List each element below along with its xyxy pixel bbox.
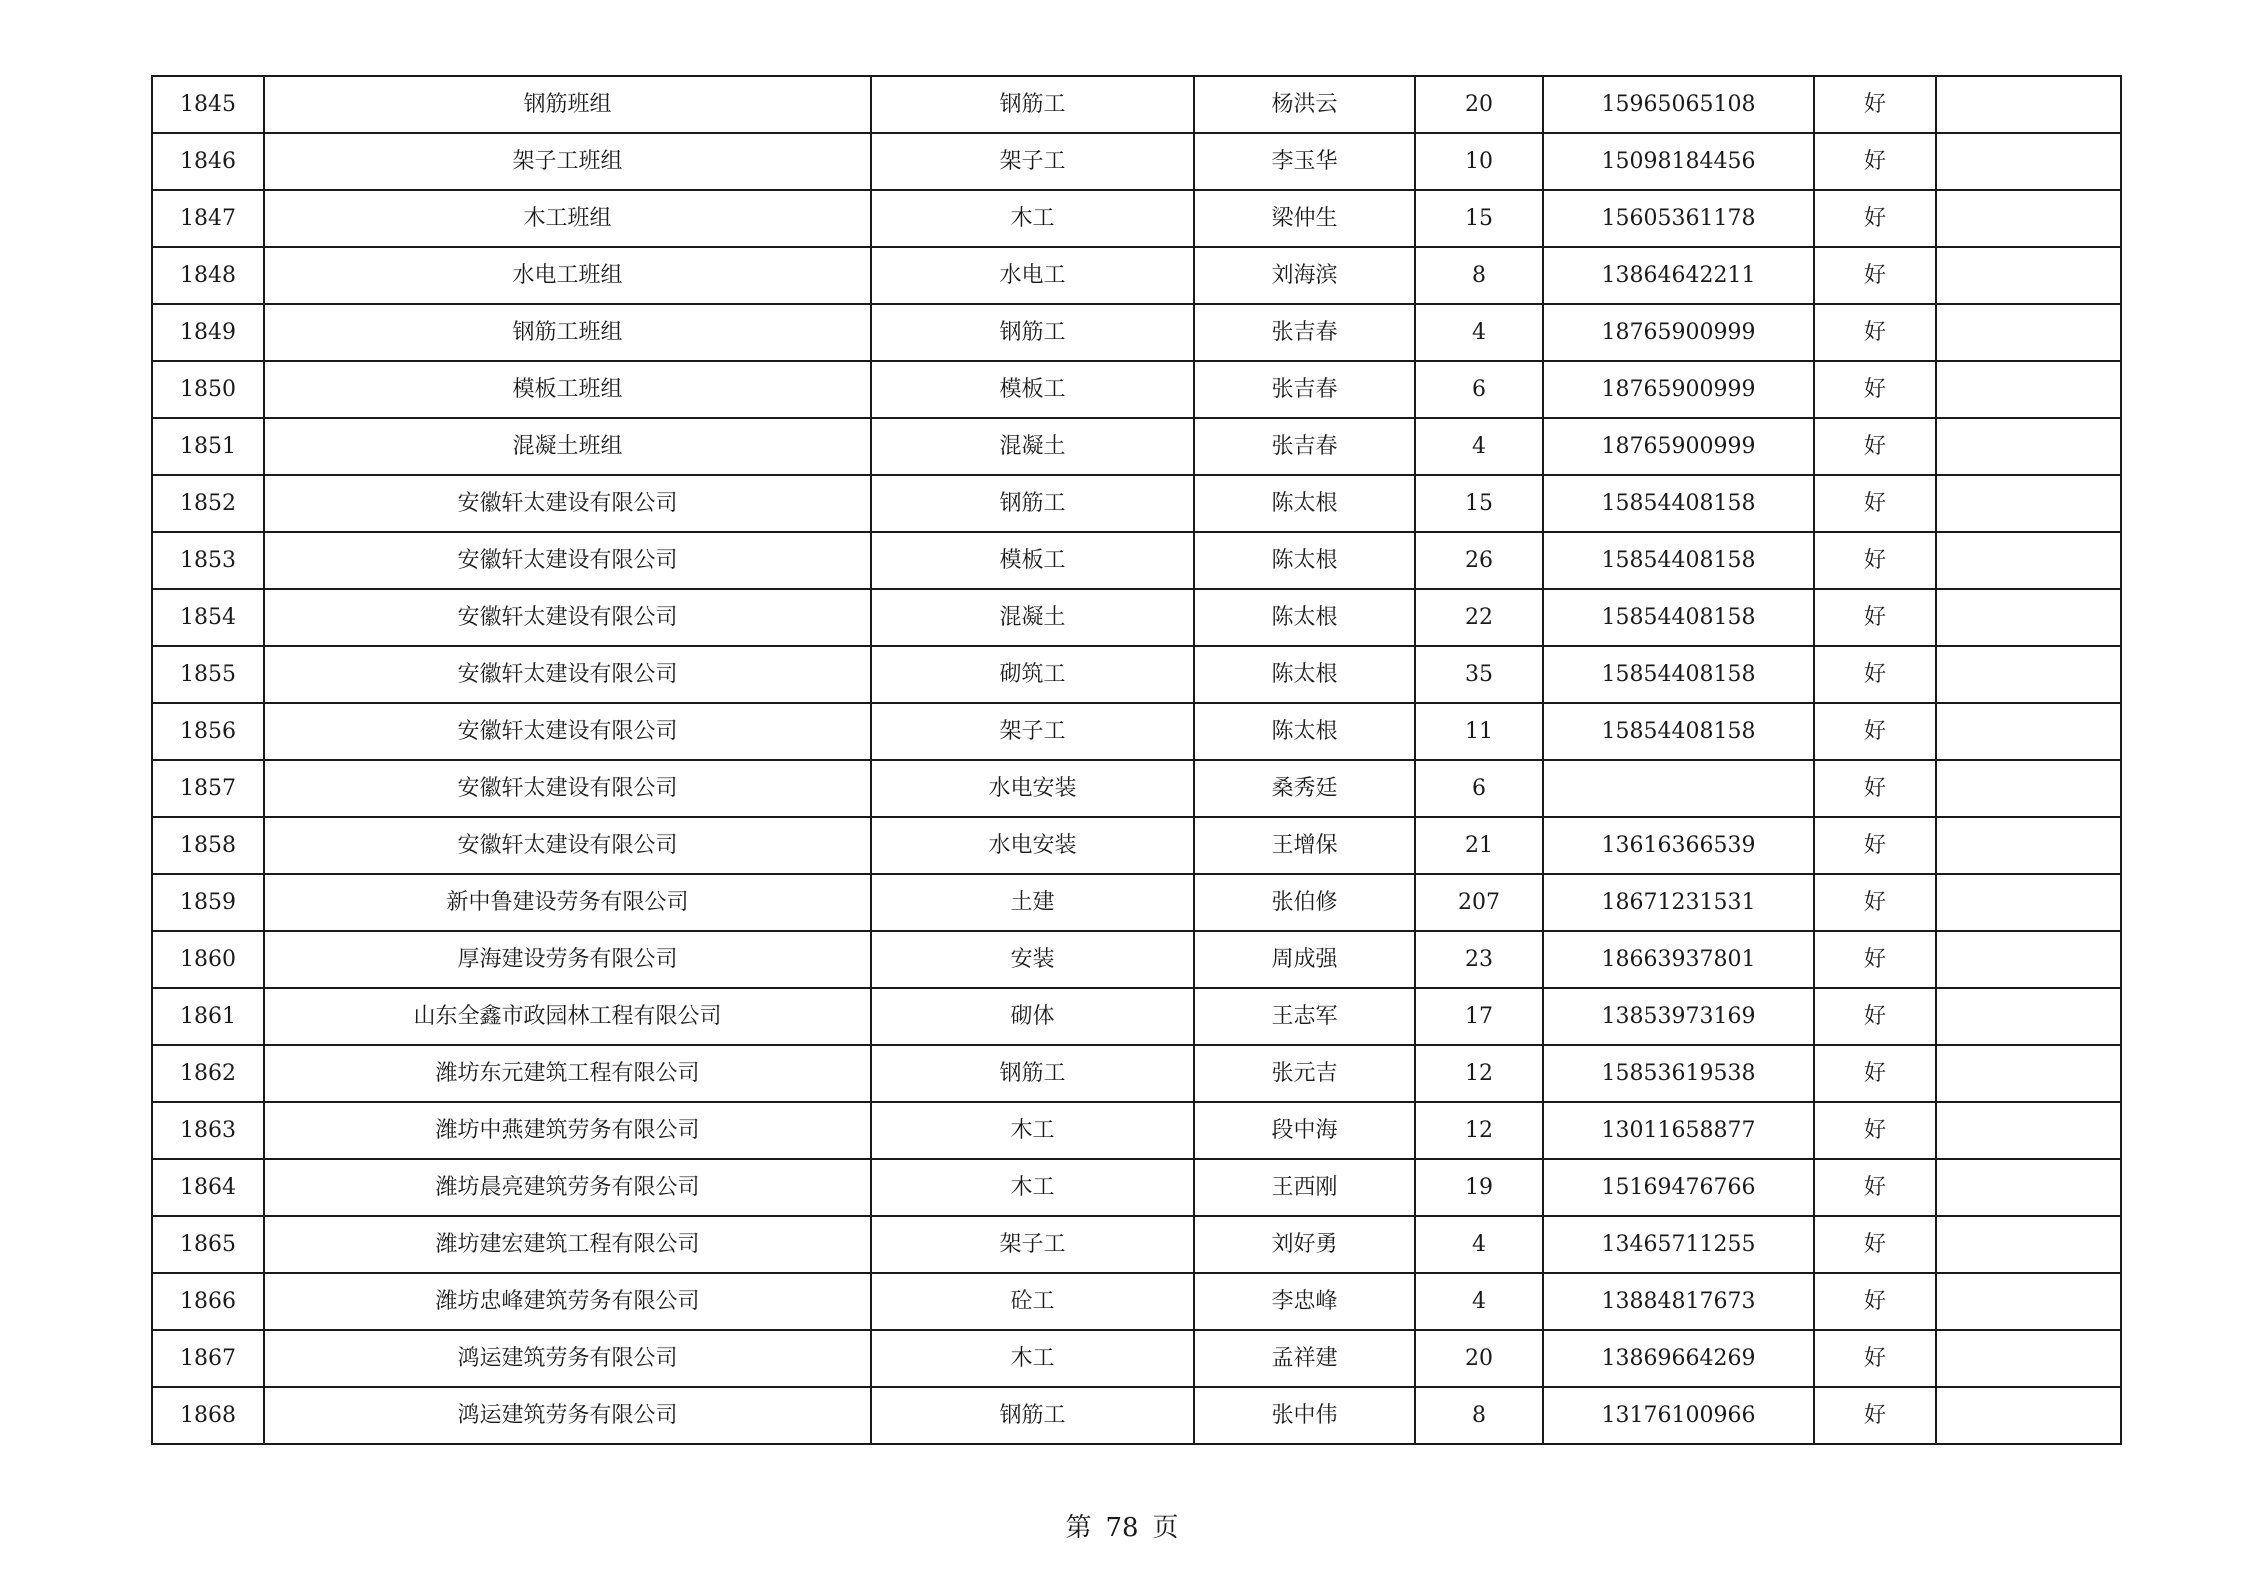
cell-trade: 水电安装	[871, 817, 1194, 874]
cell-team-leader: 陈太根	[1194, 703, 1415, 760]
cell-headcount: 23	[1415, 931, 1543, 988]
table-row	[152, 1273, 2121, 1330]
cell-serial-number: 1865	[152, 1216, 264, 1273]
cell-trade: 木工	[871, 1330, 1194, 1387]
cell-rating: 好	[1814, 988, 1936, 1045]
table-row	[152, 1387, 2121, 1444]
cell-serial-number: 1846	[152, 133, 264, 190]
table-row	[152, 589, 2121, 646]
cell-rating: 好	[1814, 247, 1936, 304]
cell-headcount: 20	[1415, 1330, 1543, 1387]
table-row	[152, 418, 2121, 475]
cell-serial-number: 1845	[152, 76, 264, 133]
cell-trade: 砌筑工	[871, 646, 1194, 703]
table-row	[152, 1330, 2121, 1387]
cell-trade: 木工	[871, 190, 1194, 247]
cell-team-leader: 陈太根	[1194, 646, 1415, 703]
cell-phone: 13884817673	[1543, 1273, 1814, 1330]
cell-serial-number: 1847	[152, 190, 264, 247]
cell-trade: 混凝土	[871, 418, 1194, 475]
cell-trade: 钢筋工	[871, 76, 1194, 133]
cell-phone: 15854408158	[1543, 475, 1814, 532]
cell-rating: 好	[1814, 931, 1936, 988]
cell-organization: 鸿运建筑劳务有限公司	[264, 1330, 871, 1387]
table-row	[152, 931, 2121, 988]
cell-note	[1936, 418, 2121, 475]
cell-rating: 好	[1814, 703, 1936, 760]
table-row	[152, 988, 2121, 1045]
cell-note	[1936, 646, 2121, 703]
cell-serial-number: 1856	[152, 703, 264, 760]
cell-organization: 安徽轩太建设有限公司	[264, 532, 871, 589]
cell-serial-number: 1863	[152, 1102, 264, 1159]
cell-rating: 好	[1814, 76, 1936, 133]
cell-note	[1936, 76, 2121, 133]
cell-serial-number: 1859	[152, 874, 264, 931]
cell-team-leader: 陈太根	[1194, 589, 1415, 646]
cell-trade: 架子工	[871, 703, 1194, 760]
cell-phone: 15098184456	[1543, 133, 1814, 190]
cell-organization: 潍坊中燕建筑劳务有限公司	[264, 1102, 871, 1159]
table-row	[152, 817, 2121, 874]
cell-rating: 好	[1814, 532, 1936, 589]
cell-note	[1936, 1045, 2121, 1102]
cell-phone: 13853973169	[1543, 988, 1814, 1045]
cell-team-leader: 王西刚	[1194, 1159, 1415, 1216]
cell-trade: 钢筋工	[871, 1387, 1194, 1444]
cell-phone: 15854408158	[1543, 589, 1814, 646]
cell-note	[1936, 1330, 2121, 1387]
cell-trade: 木工	[871, 1159, 1194, 1216]
cell-note	[1936, 190, 2121, 247]
cell-phone: 18765900999	[1543, 361, 1814, 418]
cell-headcount: 15	[1415, 190, 1543, 247]
cell-team-leader: 张吉春	[1194, 418, 1415, 475]
cell-serial-number: 1848	[152, 247, 264, 304]
cell-note	[1936, 988, 2121, 1045]
cell-serial-number: 1853	[152, 532, 264, 589]
cell-team-leader: 桑秀廷	[1194, 760, 1415, 817]
cell-rating: 好	[1814, 589, 1936, 646]
cell-headcount: 4	[1415, 418, 1543, 475]
cell-phone: 13176100966	[1543, 1387, 1814, 1444]
cell-team-leader: 段中海	[1194, 1102, 1415, 1159]
cell-team-leader: 杨洪云	[1194, 76, 1415, 133]
cell-organization: 安徽轩太建设有限公司	[264, 703, 871, 760]
cell-trade: 砌体	[871, 988, 1194, 1045]
cell-phone: 18671231531	[1543, 874, 1814, 931]
cell-phone: 15854408158	[1543, 646, 1814, 703]
cell-serial-number: 1855	[152, 646, 264, 703]
cell-trade: 钢筋工	[871, 304, 1194, 361]
cell-headcount: 11	[1415, 703, 1543, 760]
cell-trade: 模板工	[871, 532, 1194, 589]
cell-serial-number: 1852	[152, 475, 264, 532]
cell-headcount: 15	[1415, 475, 1543, 532]
cell-team-leader: 李忠峰	[1194, 1273, 1415, 1330]
cell-rating: 好	[1814, 190, 1936, 247]
cell-headcount: 8	[1415, 1387, 1543, 1444]
cell-note	[1936, 589, 2121, 646]
cell-headcount: 10	[1415, 133, 1543, 190]
cell-serial-number: 1867	[152, 1330, 264, 1387]
cell-trade: 模板工	[871, 361, 1194, 418]
cell-headcount: 4	[1415, 304, 1543, 361]
table-row	[152, 247, 2121, 304]
team-roster-table	[151, 75, 2122, 1445]
cell-organization: 鸿运建筑劳务有限公司	[264, 1387, 871, 1444]
cell-rating: 好	[1814, 304, 1936, 361]
cell-organization: 架子工班组	[264, 133, 871, 190]
cell-team-leader: 王志军	[1194, 988, 1415, 1045]
cell-organization: 安徽轩太建设有限公司	[264, 475, 871, 532]
cell-note	[1936, 1387, 2121, 1444]
cell-rating: 好	[1814, 418, 1936, 475]
cell-rating: 好	[1814, 133, 1936, 190]
cell-phone: 15854408158	[1543, 703, 1814, 760]
cell-serial-number: 1850	[152, 361, 264, 418]
cell-organization: 山东全鑫市政园林工程有限公司	[264, 988, 871, 1045]
cell-headcount: 8	[1415, 247, 1543, 304]
cell-phone: 15965065108	[1543, 76, 1814, 133]
cell-team-leader: 陈太根	[1194, 532, 1415, 589]
cell-rating: 好	[1814, 1102, 1936, 1159]
cell-note	[1936, 1216, 2121, 1273]
cell-rating: 好	[1814, 760, 1936, 817]
cell-serial-number: 1861	[152, 988, 264, 1045]
table-row	[152, 703, 2121, 760]
cell-rating: 好	[1814, 1045, 1936, 1102]
cell-note	[1936, 703, 2121, 760]
table-row	[152, 760, 2121, 817]
table-row	[152, 361, 2121, 418]
cell-team-leader: 孟祥建	[1194, 1330, 1415, 1387]
table-row	[152, 532, 2121, 589]
table-row	[152, 133, 2121, 190]
page-suffix: 页	[1152, 1513, 1179, 1543]
cell-trade: 钢筋工	[871, 475, 1194, 532]
cell-rating: 好	[1814, 361, 1936, 418]
cell-trade: 水电工	[871, 247, 1194, 304]
cell-note	[1936, 760, 2121, 817]
cell-phone: 13616366539	[1543, 817, 1814, 874]
cell-headcount: 20	[1415, 76, 1543, 133]
cell-phone: 15853619538	[1543, 1045, 1814, 1102]
cell-organization: 钢筋班组	[264, 76, 871, 133]
cell-note	[1936, 1159, 2121, 1216]
cell-headcount: 6	[1415, 361, 1543, 418]
cell-headcount: 207	[1415, 874, 1543, 931]
cell-rating: 好	[1814, 1330, 1936, 1387]
cell-organization: 水电工班组	[264, 247, 871, 304]
cell-headcount: 19	[1415, 1159, 1543, 1216]
cell-serial-number: 1851	[152, 418, 264, 475]
cell-headcount: 22	[1415, 589, 1543, 646]
cell-trade: 钢筋工	[871, 1045, 1194, 1102]
cell-team-leader: 刘海滨	[1194, 247, 1415, 304]
cell-serial-number: 1864	[152, 1159, 264, 1216]
cell-headcount: 26	[1415, 532, 1543, 589]
cell-note	[1936, 1273, 2121, 1330]
cell-phone: 15605361178	[1543, 190, 1814, 247]
cell-organization: 新中鲁建设劳务有限公司	[264, 874, 871, 931]
cell-serial-number: 1857	[152, 760, 264, 817]
cell-headcount: 21	[1415, 817, 1543, 874]
table-row	[152, 475, 2121, 532]
table-row	[152, 874, 2121, 931]
cell-note	[1936, 817, 2121, 874]
cell-headcount: 12	[1415, 1045, 1543, 1102]
cell-serial-number: 1849	[152, 304, 264, 361]
table-row	[152, 1045, 2121, 1102]
cell-serial-number: 1868	[152, 1387, 264, 1444]
cell-team-leader: 张吉春	[1194, 361, 1415, 418]
cell-phone: 15854408158	[1543, 532, 1814, 589]
cell-organization: 厚海建设劳务有限公司	[264, 931, 871, 988]
page-number: 78	[1105, 1513, 1139, 1543]
cell-phone: 13869664269	[1543, 1330, 1814, 1387]
cell-rating: 好	[1814, 1216, 1936, 1273]
cell-serial-number: 1854	[152, 589, 264, 646]
cell-phone: 18663937801	[1543, 931, 1814, 988]
cell-phone	[1543, 760, 1814, 817]
cell-team-leader: 张吉春	[1194, 304, 1415, 361]
table-body	[152, 76, 2121, 1444]
cell-trade: 架子工	[871, 1216, 1194, 1273]
cell-trade: 砼工	[871, 1273, 1194, 1330]
cell-organization: 潍坊晨亮建筑劳务有限公司	[264, 1159, 871, 1216]
cell-serial-number: 1860	[152, 931, 264, 988]
cell-organization: 潍坊忠峰建筑劳务有限公司	[264, 1273, 871, 1330]
cell-rating: 好	[1814, 646, 1936, 703]
cell-serial-number: 1858	[152, 817, 264, 874]
cell-trade: 土建	[871, 874, 1194, 931]
cell-note	[1936, 361, 2121, 418]
cell-note	[1936, 532, 2121, 589]
cell-team-leader: 王增保	[1194, 817, 1415, 874]
cell-rating: 好	[1814, 874, 1936, 931]
cell-trade: 混凝土	[871, 589, 1194, 646]
cell-organization: 混凝土班组	[264, 418, 871, 475]
cell-team-leader: 梁仲生	[1194, 190, 1415, 247]
cell-headcount: 12	[1415, 1102, 1543, 1159]
cell-phone: 18765900999	[1543, 418, 1814, 475]
page-prefix: 第	[1065, 1513, 1092, 1543]
cell-headcount: 17	[1415, 988, 1543, 1045]
table-row	[152, 1159, 2121, 1216]
table-row	[152, 76, 2121, 133]
cell-organization: 安徽轩太建设有限公司	[264, 589, 871, 646]
cell-organization: 安徽轩太建设有限公司	[264, 817, 871, 874]
table-row	[152, 1102, 2121, 1159]
cell-team-leader: 张中伟	[1194, 1387, 1415, 1444]
cell-organization: 安徽轩太建设有限公司	[264, 760, 871, 817]
cell-note	[1936, 475, 2121, 532]
table-row	[152, 190, 2121, 247]
cell-team-leader: 周成强	[1194, 931, 1415, 988]
cell-note	[1936, 133, 2121, 190]
cell-team-leader: 陈太根	[1194, 475, 1415, 532]
cell-organization: 潍坊建宏建筑工程有限公司	[264, 1216, 871, 1273]
cell-team-leader: 李玉华	[1194, 133, 1415, 190]
cell-rating: 好	[1814, 1273, 1936, 1330]
cell-rating: 好	[1814, 475, 1936, 532]
cell-organization: 木工班组	[264, 190, 871, 247]
cell-serial-number: 1866	[152, 1273, 264, 1330]
cell-headcount: 35	[1415, 646, 1543, 703]
cell-organization: 钢筋工班组	[264, 304, 871, 361]
cell-trade: 木工	[871, 1102, 1194, 1159]
cell-phone: 18765900999	[1543, 304, 1814, 361]
cell-trade: 安装	[871, 931, 1194, 988]
cell-phone: 13011658877	[1543, 1102, 1814, 1159]
table-row	[152, 646, 2121, 703]
cell-rating: 好	[1814, 1159, 1936, 1216]
cell-phone: 13465711255	[1543, 1216, 1814, 1273]
cell-team-leader: 张元吉	[1194, 1045, 1415, 1102]
cell-serial-number: 1862	[152, 1045, 264, 1102]
page-footer	[0, 1510, 2244, 1546]
cell-headcount: 4	[1415, 1273, 1543, 1330]
cell-note	[1936, 304, 2121, 361]
cell-note	[1936, 874, 2121, 931]
cell-organization: 模板工班组	[264, 361, 871, 418]
cell-rating: 好	[1814, 817, 1936, 874]
cell-phone: 15169476766	[1543, 1159, 1814, 1216]
cell-rating: 好	[1814, 1387, 1936, 1444]
table-row	[152, 304, 2121, 361]
cell-team-leader: 张伯修	[1194, 874, 1415, 931]
cell-headcount: 4	[1415, 1216, 1543, 1273]
table-row	[152, 1216, 2121, 1273]
cell-headcount: 6	[1415, 760, 1543, 817]
cell-trade: 水电安装	[871, 760, 1194, 817]
cell-note	[1936, 931, 2121, 988]
cell-trade: 架子工	[871, 133, 1194, 190]
cell-note	[1936, 1102, 2121, 1159]
cell-phone: 13864642211	[1543, 247, 1814, 304]
cell-team-leader: 刘好勇	[1194, 1216, 1415, 1273]
cell-note	[1936, 247, 2121, 304]
cell-organization: 安徽轩太建设有限公司	[264, 646, 871, 703]
cell-organization: 潍坊东元建筑工程有限公司	[264, 1045, 871, 1102]
